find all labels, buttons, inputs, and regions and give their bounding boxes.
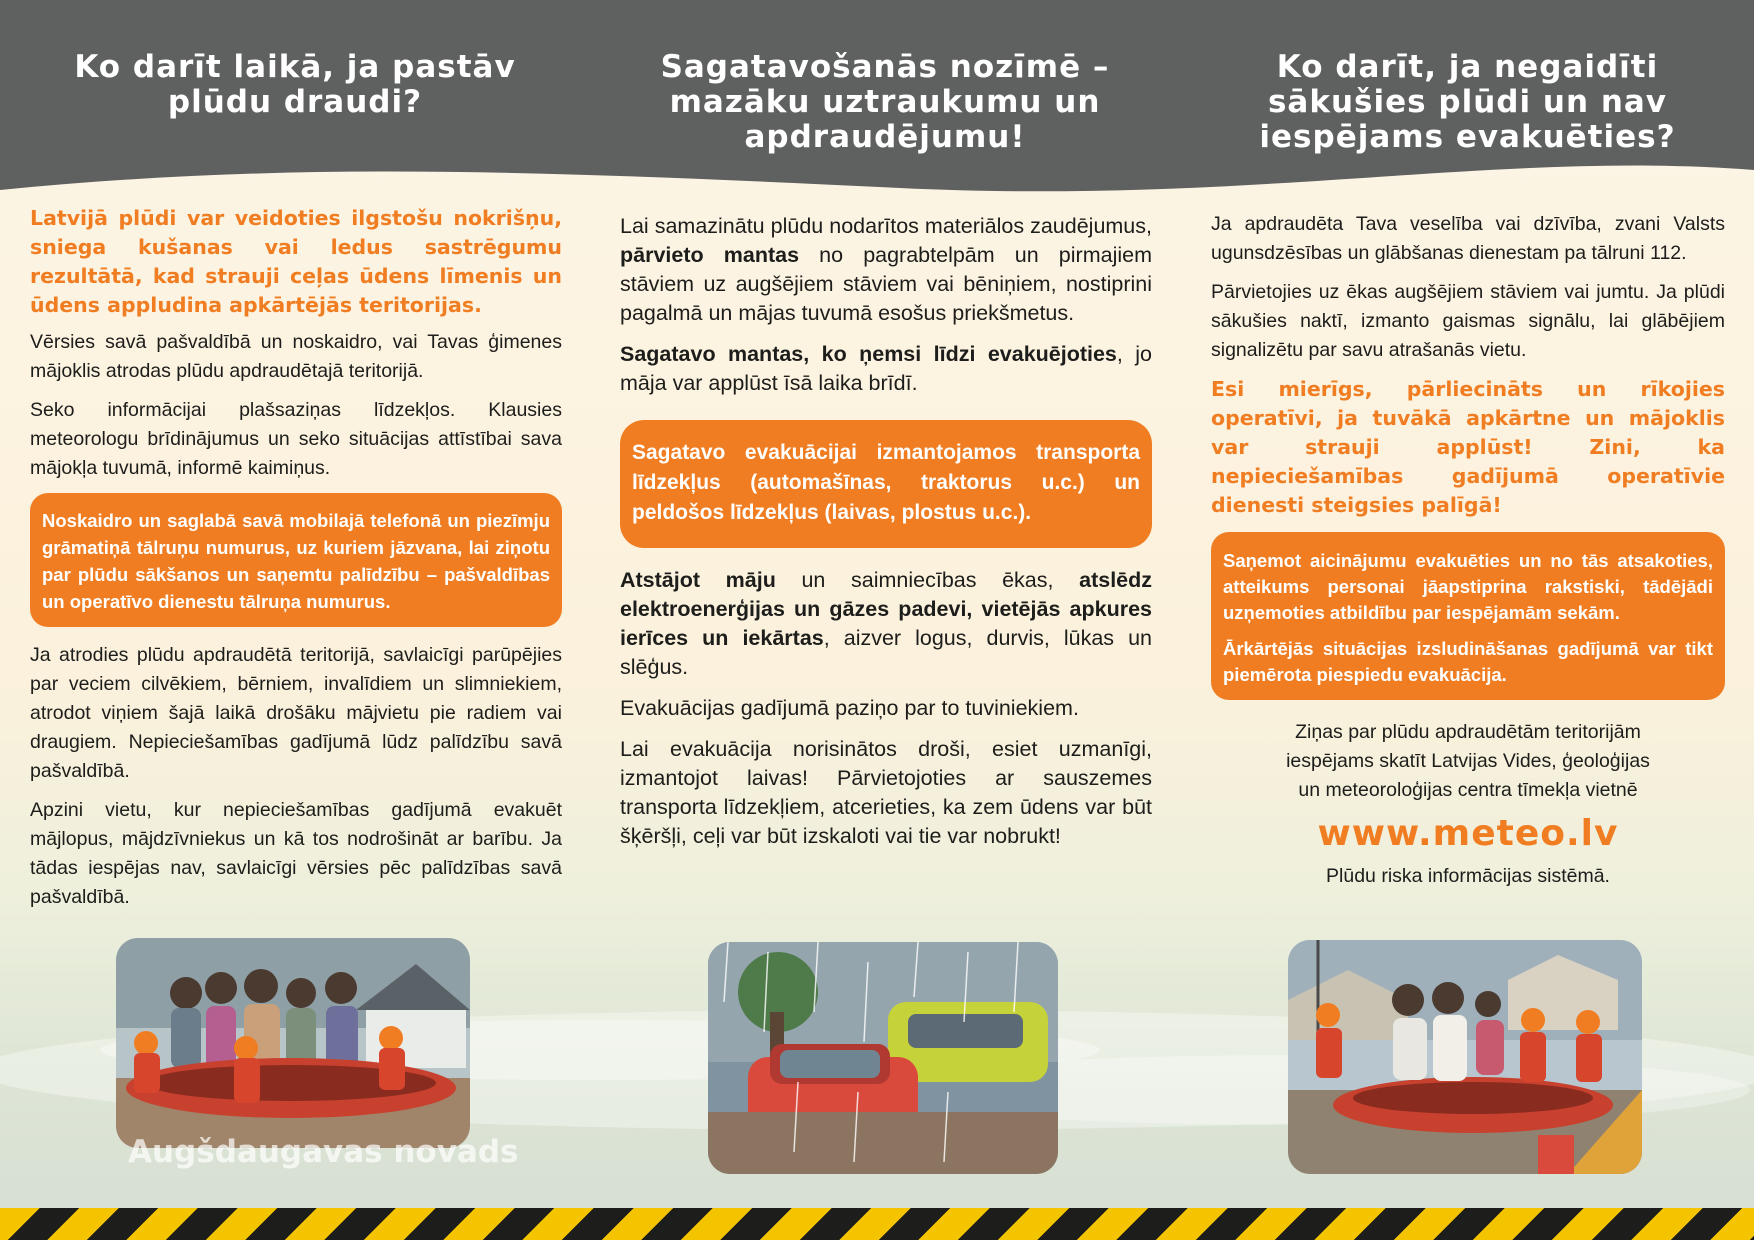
meteo-link[interactable]: www.meteo.lv xyxy=(1317,813,1619,854)
column-2-highlight-box: Sagatavo evakuācijai izmantojamos transporta līdzekļus (automašīnas, traktorus u.c.) un peldošos līdzekļus (laivas, plostus u.c.). xyxy=(620,420,1152,548)
flooded-street-cars-icon xyxy=(708,942,1058,1174)
column-1-lead: Latvijā plūdi var veidoties ilgstošu nokrišņu, sniega kušanas vai ledus sastrēgumu rezultātā, kad strauji ceļas ūdens līmenis un ūdens appludina apkārtējās teritorijas. xyxy=(30,206,562,317)
column-1 xyxy=(30,204,562,922)
column-2-paragraph-1-bold: pārvieto mantas xyxy=(620,243,800,267)
column-2-title: Sagatavošanās nozīmē – mazāku uztraukumu un apdraudējumu! xyxy=(660,49,1110,155)
column-2-paragraph-1-text-c: no pagrabtelpām un pirmajiem stāviem uz augšējiem stāviem vai bēniņiem, nostiprini pagalmā un mājas tuvumā esošus priekšmetus. xyxy=(620,243,1152,325)
column-2-paragraph-1-text-a: Lai samazinātu plūdu nodarītos materiālos zaudējumus, xyxy=(620,214,1152,238)
column-3-box-text-1: Saņemot aicinājumu evakuēties un no tās atsakoties, atteikums personai jāapstiprina rakstiski, tādējādi uzņemoties atbildību par iespējamām sekām. xyxy=(1223,550,1713,623)
column-1-paragraph-3: Ja atrodies plūdu apdraudētā teritorijā, savlaicīgi parūpējies par veciem cilvēkiem, bērniem, invalīdiem un slimniekiem, atrodot viņiem šajā laikā drošāku mājvietu pie radiem vai draugiem. Nepieciešamības gadījumā lūdz palīdzību savā pašvaldībā. xyxy=(30,644,562,782)
column-2-paragraph-2 xyxy=(620,340,1152,398)
rescue-boat-people-icon xyxy=(116,938,470,1148)
column-1-title: Ko darīt laikā, ja pastāv plūdu draudi? xyxy=(74,49,516,120)
column-1-paragraph-2: Seko informācijai plašsaziņas līdzekļos. Klausies meteorologu brīdinājumus un seko situācijas attīstībai sava mājokļa tuvumā, informē kaimiņus. xyxy=(30,399,562,479)
column-2 xyxy=(620,212,1152,861)
hazard-stripe xyxy=(0,1208,1754,1240)
column-2-paragraph-1 xyxy=(620,212,1152,328)
column-3 xyxy=(1211,210,1725,891)
column-3-box-text-2: Ārkārtējās situācijas izsludināšanas gadījumā var tikt piemērota piespiedu evakuācija. xyxy=(1223,638,1713,685)
column-3-title: Ko darīt, ja negaidīti sākušies plūdi un nav iespējams evakuēties? xyxy=(1259,49,1676,155)
column-2-paragraph-2-text: , jo māja var applūst īsā laika brīdī. xyxy=(620,342,1153,395)
column-1-highlight-box: Noskaidro un saglabā savā mobilajā telefonā un piezīmju grāmatiņā tālruņu numurus, uz kuriem jāzvana, lai ziņotu par plūdu sākšanos un saņemtu palīdzību – pašvaldības un operatīvo dienestu tālruņa numurus. xyxy=(30,493,562,627)
column-3-highlight-box xyxy=(1211,532,1725,700)
column-3-info-text: Ziņas par plūdu apdraudētām teritorijām iespējams skatīt Latvijas Vides, ģeoloģijas un meteoroloģijas centra tīmekļa vietnē xyxy=(1286,721,1650,801)
column-3-lead: Esi mierīgs, pārliecināts un rīkojies operatīvi, ja tuvākā apkārtne un mājoklis var strauji applūst! Zini, ka nepieciešamības gadījumā operatīvie dienesti steigsies palīgā! xyxy=(1211,377,1725,517)
municipality-watermark: Augšdaugavas novads xyxy=(128,1134,519,1170)
column-2-paragraph-4: Evakuācijas gadījumā paziņo par to tuviniekiem. xyxy=(620,696,1079,720)
column-2-paragraph-3-text-d: , aizver logus, durvis, lūkas un slēģus. xyxy=(620,626,1152,679)
column-2-paragraph-2-bold: Sagatavo mantas, ko ņemsi līdzi evakuējoties xyxy=(620,342,1117,366)
rescuers-raft-icon xyxy=(1288,940,1642,1174)
column-2-paragraph-5: Lai evakuācija norisinātos droši, esiet uzmanīgi, izmantojot laivas! Pārvietojoties ar sauszemes transporta līdzekļiem, atcerieties, ka zem ūdens var būt šķēršļi, ceļi var būt izskaloti vai tie var nobrukt! xyxy=(620,737,1152,848)
column-1-paragraph-4: Apzini vietu, kur nepieciešamības gadījumā evakuēt mājlopus, mājdzīvniekus un kā tos nodrošināt ar barību. Ja tādas iespējas nav, savlaicīgi vērsies pēc palīdzības savā pašvaldībā. xyxy=(30,799,562,908)
column-2-paragraph-3 xyxy=(620,566,1152,682)
column-1-paragraph-1: Vērsies savā pašvaldībā un noskaidro, vai Tavas ģimenes mājoklis atrodas plūdu apdraudētajā teritorijā. xyxy=(30,331,562,382)
column-3-paragraph-2: Pārvietojies uz ēkas augšējiem stāviem vai jumtu. Ja plūdi sākušies naktī, izmanto gaismas signālu, lai glābējiem signalizētu par savu atrašanās vietu. xyxy=(1211,281,1725,361)
column-2-paragraph-3-text-b: un saimniecības ēkas, xyxy=(775,568,1080,592)
column-3-info-text-2: Plūdu riska informācijas sistēmā. xyxy=(1326,865,1610,887)
column-3-paragraph-1: Ja apdraudēta Tava veselība vai dzīvība, zvani Valsts ugunsdzēsības un glābšanas dienestam pa tālruni 112. xyxy=(1211,213,1725,264)
column-2-paragraph-3-bold-c: atslēdz elektroenerģijas un gāzes padevi, vietējās apkures ierīces un iekārtas xyxy=(620,568,1153,650)
column-2-paragraph-3-bold-a: Atstājot māju xyxy=(620,568,776,592)
